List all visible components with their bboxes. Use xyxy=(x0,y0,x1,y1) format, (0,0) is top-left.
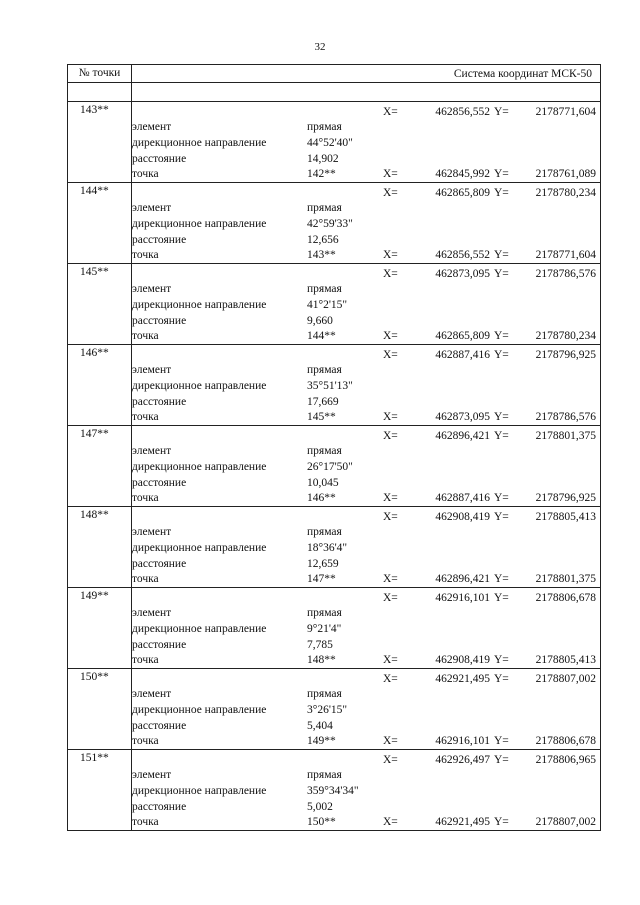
y-label: Y= xyxy=(494,654,509,666)
direction-label: дирекционное направление xyxy=(132,623,267,635)
x-label: X= xyxy=(383,430,398,442)
x-value: 462887,416 xyxy=(435,349,490,361)
y-value: 2178780,234 xyxy=(535,187,596,199)
element-row xyxy=(132,686,600,702)
distance-row xyxy=(132,232,600,248)
element-value: прямая xyxy=(307,769,342,781)
point-number: 151** xyxy=(68,750,132,830)
point-block-body xyxy=(132,264,600,344)
point-block xyxy=(68,750,600,830)
element-label: элемент xyxy=(132,688,172,700)
end-point-row xyxy=(132,652,600,668)
element-row xyxy=(132,119,600,135)
x-label: X= xyxy=(383,816,398,828)
y-label: Y= xyxy=(494,430,509,442)
point-block-body xyxy=(132,669,600,749)
distance-row xyxy=(132,637,600,653)
y-label: Y= xyxy=(494,592,509,604)
direction-label: дирекционное направление xyxy=(132,218,267,230)
point-block xyxy=(68,183,600,264)
y-value: 2178780,234 xyxy=(535,330,596,342)
y-value: 2178786,576 xyxy=(535,411,596,423)
direction-label: дирекционное направление xyxy=(132,299,267,311)
element-row xyxy=(132,524,600,540)
x-label: X= xyxy=(383,168,398,180)
x-value: 462896,421 xyxy=(435,430,490,442)
y-value: 2178786,576 xyxy=(535,268,596,280)
point-number: 143** xyxy=(68,102,132,182)
point-label: точка xyxy=(132,735,159,747)
direction-row xyxy=(132,459,600,475)
end-point-row xyxy=(132,571,600,587)
y-value: 2178801,375 xyxy=(535,430,596,442)
point-number-header: № точки xyxy=(68,65,132,82)
distance-value: 5,404 xyxy=(307,720,333,732)
y-label: Y= xyxy=(494,249,509,261)
end-point-row xyxy=(132,733,600,749)
point-value: 146** xyxy=(307,492,336,504)
y-label: Y= xyxy=(494,268,509,280)
element-value: прямая xyxy=(307,283,342,295)
start-coordinates-row xyxy=(132,347,600,363)
distance-label: расстояние xyxy=(132,153,187,165)
y-value: 2178761,089 xyxy=(535,168,596,180)
x-value: 462908,419 xyxy=(435,654,490,666)
y-value: 2178807,002 xyxy=(535,673,596,685)
y-label: Y= xyxy=(494,511,509,523)
distance-value: 12,656 xyxy=(307,234,339,246)
y-label: Y= xyxy=(494,330,509,342)
direction-value: 42°59'33" xyxy=(307,218,353,230)
x-value: 462845,992 xyxy=(435,168,490,180)
blank-row xyxy=(68,83,600,102)
x-value: 462908,419 xyxy=(435,511,490,523)
y-value: 2178796,925 xyxy=(535,492,596,504)
end-point-row xyxy=(132,328,600,344)
element-value: прямая xyxy=(307,607,342,619)
start-coordinates-row xyxy=(132,590,600,606)
element-row xyxy=(132,443,600,459)
direction-label: дирекционное направление xyxy=(132,785,267,797)
x-label: X= xyxy=(383,249,398,261)
y-value: 2178806,678 xyxy=(535,735,596,747)
element-row xyxy=(132,362,600,378)
end-point-row xyxy=(132,490,600,506)
point-block xyxy=(68,588,600,669)
direction-label: дирекционное направление xyxy=(132,380,267,392)
end-point-row xyxy=(132,814,600,830)
point-label: точка xyxy=(132,573,159,585)
direction-value: 44°52'40" xyxy=(307,137,353,149)
x-value: 462921,495 xyxy=(435,673,490,685)
direction-row xyxy=(132,297,600,313)
point-number: 147** xyxy=(68,426,132,506)
y-label: Y= xyxy=(494,492,509,504)
direction-row xyxy=(132,783,600,799)
direction-row xyxy=(132,135,600,151)
y-label: Y= xyxy=(494,349,509,361)
x-label: X= xyxy=(383,187,398,199)
y-label: Y= xyxy=(494,816,509,828)
distance-value: 17,669 xyxy=(307,396,339,408)
element-label: элемент xyxy=(132,769,172,781)
point-block-body xyxy=(132,750,600,830)
x-value: 462921,495 xyxy=(435,816,490,828)
point-value: 142** xyxy=(307,168,336,180)
x-value: 462916,101 xyxy=(435,735,490,747)
element-value: прямая xyxy=(307,121,342,133)
y-label: Y= xyxy=(494,735,509,747)
direction-value: 41°2'15" xyxy=(307,299,348,311)
point-value: 144** xyxy=(307,330,336,342)
point-label: точка xyxy=(132,816,159,828)
direction-value: 359°34'34" xyxy=(307,785,359,797)
y-value: 2178796,925 xyxy=(535,349,596,361)
point-number: 149** xyxy=(68,588,132,668)
table-header xyxy=(68,65,600,83)
x-label: X= xyxy=(383,492,398,504)
x-label: X= xyxy=(383,511,398,523)
y-label: Y= xyxy=(494,573,509,585)
distance-value: 14,902 xyxy=(307,153,339,165)
point-number: 144** xyxy=(68,183,132,263)
x-value: 462896,421 xyxy=(435,573,490,585)
x-value: 462865,809 xyxy=(435,187,490,199)
y-label: Y= xyxy=(494,754,509,766)
element-label: элемент xyxy=(132,445,172,457)
direction-label: дирекционное направление xyxy=(132,461,267,473)
distance-row xyxy=(132,151,600,167)
element-row xyxy=(132,281,600,297)
point-block-body xyxy=(132,183,600,263)
point-label: точка xyxy=(132,330,159,342)
point-blocks xyxy=(68,102,600,830)
x-value: 462887,416 xyxy=(435,492,490,504)
distance-value: 5,002 xyxy=(307,801,333,813)
x-label: X= xyxy=(383,573,398,585)
x-label: X= xyxy=(383,754,398,766)
element-row xyxy=(132,200,600,216)
point-label: точка xyxy=(132,168,159,180)
point-block xyxy=(68,669,600,750)
direction-row xyxy=(132,378,600,394)
point-block xyxy=(68,426,600,507)
y-label: Y= xyxy=(494,187,509,199)
distance-row xyxy=(132,475,600,491)
element-value: прямая xyxy=(307,202,342,214)
point-number: 146** xyxy=(68,345,132,425)
direction-value: 35°51'13" xyxy=(307,380,353,392)
coordinates-table xyxy=(67,64,601,831)
direction-value: 18°36'4" xyxy=(307,542,348,554)
x-label: X= xyxy=(383,735,398,747)
element-value: прямая xyxy=(307,526,342,538)
x-value: 462873,095 xyxy=(435,268,490,280)
start-coordinates-row xyxy=(132,671,600,687)
element-label: элемент xyxy=(132,121,172,133)
element-value: прямая xyxy=(307,688,342,700)
point-block xyxy=(68,102,600,183)
point-value: 147** xyxy=(307,573,336,585)
point-block xyxy=(68,345,600,426)
point-block-body xyxy=(132,507,600,587)
direction-label: дирекционное направление xyxy=(132,137,267,149)
y-label: Y= xyxy=(494,106,509,118)
point-label: точка xyxy=(132,249,159,261)
distance-row xyxy=(132,313,600,329)
y-value: 2178806,678 xyxy=(535,592,596,604)
point-block xyxy=(68,264,600,345)
y-value: 2178801,375 xyxy=(535,573,596,585)
distance-label: расстояние xyxy=(132,477,187,489)
direction-label: дирекционное направление xyxy=(132,704,267,716)
direction-row xyxy=(132,216,600,232)
point-number: 150** xyxy=(68,669,132,749)
y-value: 2178771,604 xyxy=(535,249,596,261)
point-value: 143** xyxy=(307,249,336,261)
direction-value: 9°21'4" xyxy=(307,623,342,635)
element-row xyxy=(132,605,600,621)
element-value: прямая xyxy=(307,364,342,376)
distance-label: расстояние xyxy=(132,639,187,651)
start-coordinates-row xyxy=(132,428,600,444)
distance-row xyxy=(132,799,600,815)
element-label: элемент xyxy=(132,202,172,214)
y-label: Y= xyxy=(494,673,509,685)
element-row xyxy=(132,767,600,783)
distance-label: расстояние xyxy=(132,558,187,570)
end-point-row xyxy=(132,409,600,425)
x-label: X= xyxy=(383,411,398,423)
distance-label: расстояние xyxy=(132,396,187,408)
y-value: 2178771,604 xyxy=(535,106,596,118)
y-value: 2178807,002 xyxy=(535,816,596,828)
coordinate-system-header: Система координат МСК-50 xyxy=(453,68,592,80)
point-value: 148** xyxy=(307,654,336,666)
distance-value: 10,045 xyxy=(307,477,339,489)
point-value: 150** xyxy=(307,816,336,828)
element-label: элемент xyxy=(132,526,172,538)
direction-value: 26°17'50" xyxy=(307,461,353,473)
element-label: элемент xyxy=(132,607,172,619)
start-coordinates-row xyxy=(132,104,600,120)
x-value: 462865,809 xyxy=(435,330,490,342)
y-value: 2178806,965 xyxy=(535,754,596,766)
x-value: 462873,095 xyxy=(435,411,490,423)
x-value: 462926,497 xyxy=(435,754,490,766)
x-label: X= xyxy=(383,673,398,685)
point-value: 145** xyxy=(307,411,336,423)
end-point-row xyxy=(132,166,600,182)
page-number: 32 xyxy=(314,41,326,53)
direction-row xyxy=(132,702,600,718)
x-label: X= xyxy=(383,106,398,118)
direction-row xyxy=(132,540,600,556)
start-coordinates-row xyxy=(132,266,600,282)
direction-row xyxy=(132,621,600,637)
point-value: 149** xyxy=(307,735,336,747)
x-value: 462856,552 xyxy=(435,249,490,261)
element-value: прямая xyxy=(307,445,342,457)
direction-label: дирекционное направление xyxy=(132,542,267,554)
point-block xyxy=(68,507,600,588)
distance-label: расстояние xyxy=(132,801,187,813)
point-block-body xyxy=(132,345,600,425)
y-label: Y= xyxy=(494,411,509,423)
point-label: точка xyxy=(132,492,159,504)
distance-value: 7,785 xyxy=(307,639,333,651)
y-value: 2178805,413 xyxy=(535,654,596,666)
x-label: X= xyxy=(383,268,398,280)
x-label: X= xyxy=(383,349,398,361)
point-number: 148** xyxy=(68,507,132,587)
y-value: 2178805,413 xyxy=(535,511,596,523)
distance-row xyxy=(132,556,600,572)
x-label: X= xyxy=(383,654,398,666)
x-label: X= xyxy=(383,330,398,342)
start-coordinates-row xyxy=(132,185,600,201)
distance-value: 12,659 xyxy=(307,558,339,570)
element-label: элемент xyxy=(132,364,172,376)
distance-label: расстояние xyxy=(132,315,187,327)
point-label: точка xyxy=(132,654,159,666)
distance-row xyxy=(132,394,600,410)
distance-label: расстояние xyxy=(132,234,187,246)
distance-row xyxy=(132,718,600,734)
start-coordinates-row xyxy=(132,509,600,525)
x-value: 462856,552 xyxy=(435,106,490,118)
x-label: X= xyxy=(383,592,398,604)
distance-label: расстояние xyxy=(132,720,187,732)
x-value: 462916,101 xyxy=(435,592,490,604)
point-block-body xyxy=(132,102,600,182)
distance-value: 9,660 xyxy=(307,315,333,327)
element-label: элемент xyxy=(132,283,172,295)
direction-value: 3°26'15" xyxy=(307,704,348,716)
point-block-body xyxy=(132,588,600,668)
start-coordinates-row xyxy=(132,752,600,768)
point-number: 145** xyxy=(68,264,132,344)
end-point-row xyxy=(132,247,600,263)
point-label: точка xyxy=(132,411,159,423)
point-block-body xyxy=(132,426,600,506)
y-label: Y= xyxy=(494,168,509,180)
